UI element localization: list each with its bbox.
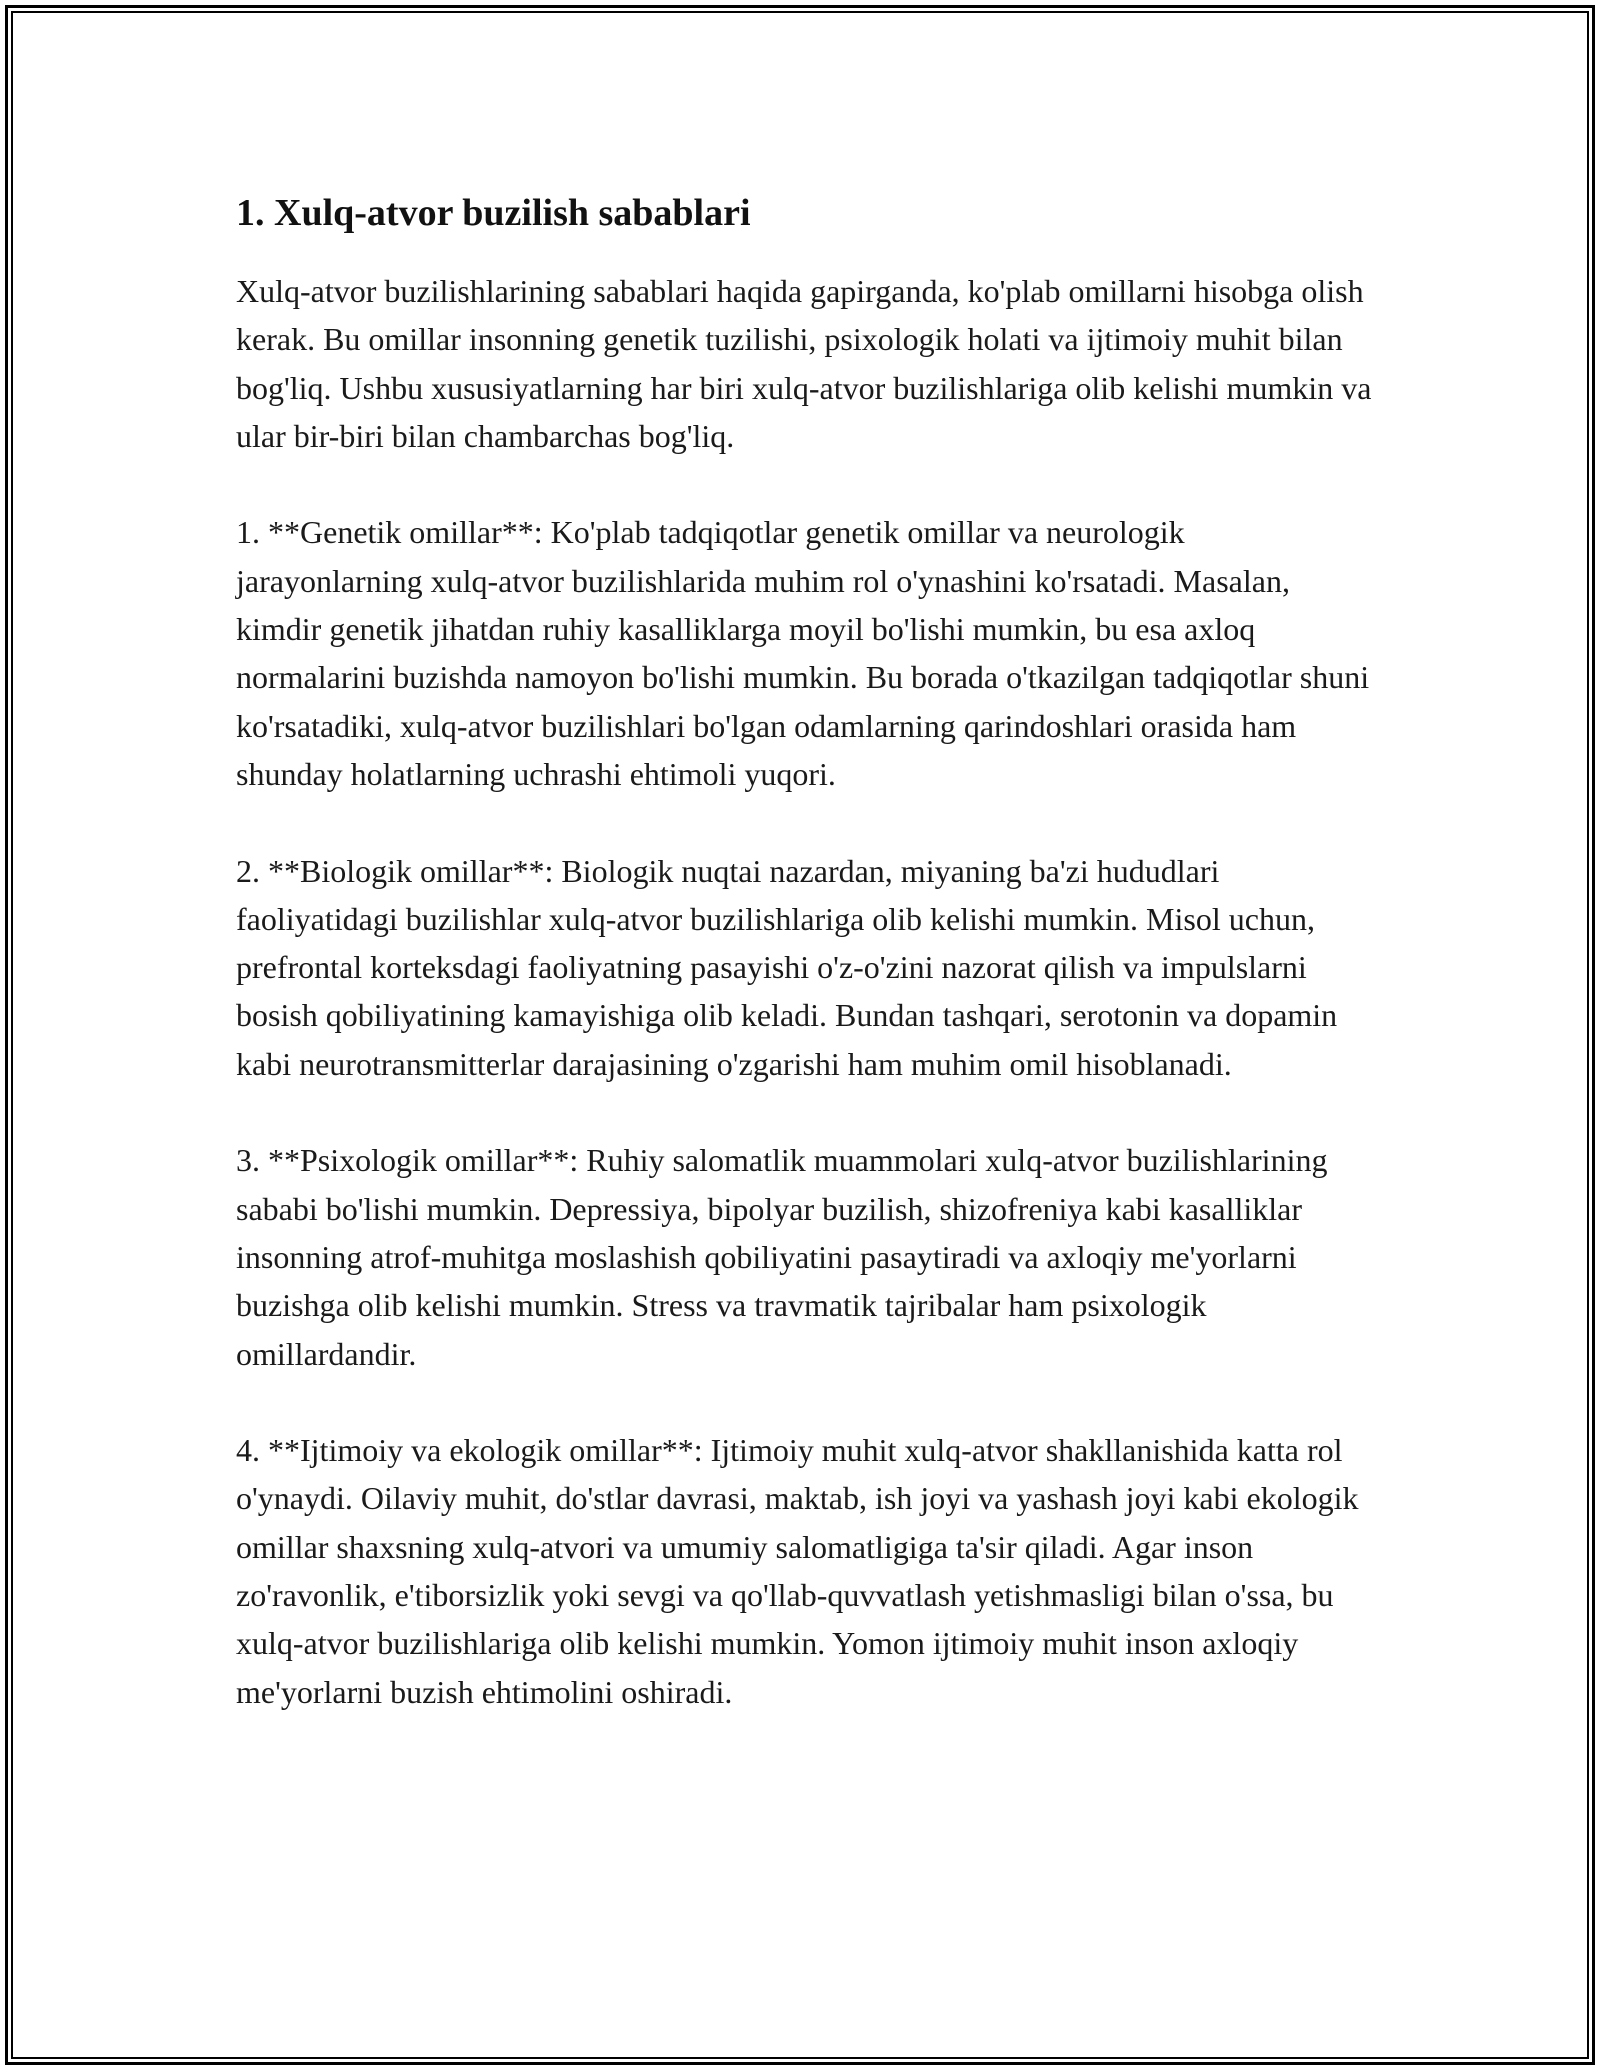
document-body: [236, 183, 1376, 1764]
paragraph-psychological-factors: 3. **Psixologik omillar**: Ruhiy salomatlik muammolari xulq-atvor buzilishlarining sababi bo'lishi mumkin. Depressiya, bipolyar buzilish, shizofreniya kabi kasalliklar insonning atrof-muhitga moslashish qobiliyatini pasaytiradi va axloqiy me'yorlarni buzishga olib kelishi mumkin. Stress va travmatik tajribalar ham psixologik omillardandir.: [236, 1142, 1328, 1372]
intro-paragraph: Xulq-atvor buzilishlarining sabablari haqida gapirganda, ko'plab omillarni hisobga olish kerak. Bu omillar insonning genetik tuzilishi, psixologik holati va ijtimoiy muhit bilan bog'liq. Ushbu xususiyatlarning har biri xulq-atvor buzilishlariga olib kelishi mumkin va ular bir-biri bilan chambarchas bog'liq.: [236, 273, 1372, 454]
paragraph-biological-factors: 2. **Biologik omillar**: Biologik nuqtai nazardan, miyaning ba'zi hududlari faoliyatidagi buzilishlar xulq-atvor buzilishlariga olib kelishi mumkin. Misol uchun, prefrontal korteksdagi faoliyatning pasayishi o'z-o'zini nazorat qilish va impulslarni bosish qobiliyatining kamayishiga olib keladi. Bundan tashqari, serotonin va dopamin kabi neurotransmitterlar darajasining o'zgarishi ham muhim omil hisoblanadi.: [236, 852, 1338, 1082]
section-heading: 1. Xulq-atvor buzilish sabablari: [236, 192, 751, 234]
paragraph-social-ecological-factors: 4. **Ijtimoiy va ekologik omillar**: Ijtimoiy muhit xulq-atvor shakllanishida katta rol o'ynaydi. Oilaviy muhit, do'stlar davrasi, maktab, ish joyi va yashash joyi kabi ekologik omillar shaxsning xulq-atvori va umumiy salomatligiga ta'sir qiladi. Agar inson zo'ravonlik, e'tiborsizlik yoki sevgi va qo'llab-quvvatlash yetishmasligi bilan o'ssa, bu xulq-atvor buzilishlariga olib kelishi mumkin. Yomon ijtimoiy muhit inson axloqiy me'yorlarni buzish ehtimolini oshiradi.: [236, 1432, 1359, 1710]
paragraph-genetic-factors: 1. **Genetik omillar**: Ko'plab tadqiqotlar genetik omillar va neurologik jarayonlarning xulq-atvor buzilishlarida muhim rol o'ynashini ko'rsatadi. Masalan, kimdir genetik jihatdan ruhiy kasalliklarga moyil bo'lishi mumkin, bu esa axloq normalarini buzishda namoyon bo'lishi mumkin. Bu borada o'tkazilgan tadqiqotlar shuni ko'rsatadiki, xulq-atvor buzilishlari bo'lgan odamlarning qarindoshlari orasida ham shunday holatlarning uchrashi ehtimoli yuqori.: [236, 514, 1370, 792]
